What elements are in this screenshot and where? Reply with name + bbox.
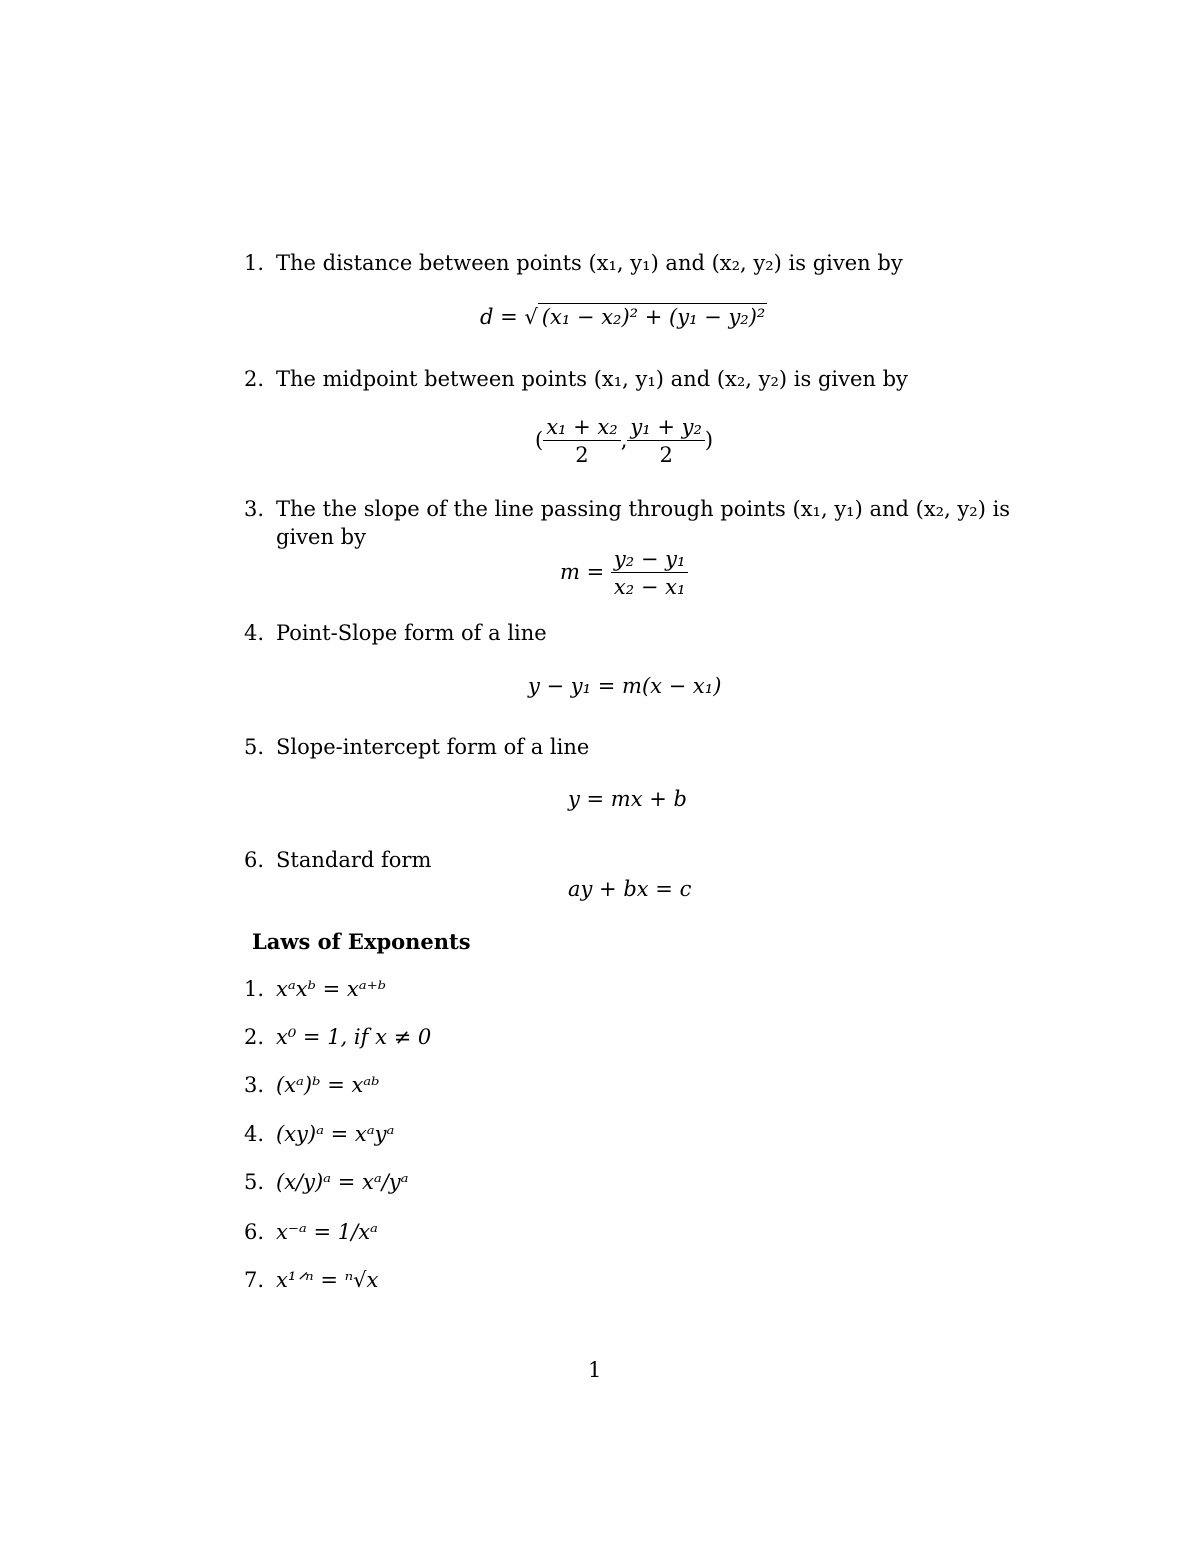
slope-lhs: m = bbox=[560, 560, 605, 584]
formula-item-slope-cont bbox=[276, 523, 366, 551]
exponent-law bbox=[244, 1266, 378, 1294]
item-text: The midpoint between points (x₁, y₁) and (x₂, y₂) is given by bbox=[276, 367, 908, 391]
fraction-denominator: x₂ − x₁ bbox=[613, 575, 686, 599]
distance-lhs: d = bbox=[480, 305, 518, 329]
fraction-denominator: 2 bbox=[575, 443, 589, 467]
formula-item-distance bbox=[244, 249, 903, 277]
fraction-numerator: y₁ + y₂ bbox=[627, 414, 705, 441]
exponent-law bbox=[244, 975, 386, 1003]
item-number: 4. bbox=[244, 621, 265, 645]
fraction-denominator: 2 bbox=[659, 443, 673, 467]
formula-item-slope bbox=[244, 495, 1010, 523]
law-formula: (x/y)ᵃ = xᵃ/yᵃ bbox=[276, 1170, 409, 1194]
item-number: 5. bbox=[244, 735, 265, 759]
open-paren: ( bbox=[535, 428, 544, 452]
exponent-law bbox=[244, 1120, 394, 1148]
point-slope-formula: y − y₁ = m(x − x₁) bbox=[528, 674, 722, 698]
law-number: 5. bbox=[244, 1170, 265, 1194]
item-number: 1. bbox=[244, 251, 265, 275]
close-paren: ) bbox=[704, 428, 714, 452]
law-number: 1. bbox=[244, 977, 265, 1001]
midpoint-x-fraction bbox=[543, 414, 620, 469]
law-formula: (xᵃ)ᵇ = xᵃᵇ bbox=[276, 1073, 380, 1097]
midpoint-y-fraction bbox=[627, 414, 705, 469]
formula-item-midpoint bbox=[244, 365, 908, 393]
midpoint-formula bbox=[535, 414, 713, 469]
law-number: 2. bbox=[244, 1025, 265, 1049]
exponent-law bbox=[244, 1023, 431, 1051]
item-text-continued: given by bbox=[276, 525, 366, 549]
slope-formula bbox=[560, 546, 688, 601]
standard-formula: ay + bx = c bbox=[568, 877, 692, 901]
radical-sign: √ bbox=[524, 305, 538, 329]
formula-item-point-slope bbox=[244, 619, 547, 647]
fraction-numerator: y₂ − y₁ bbox=[611, 546, 689, 573]
law-number: 4. bbox=[244, 1122, 265, 1146]
law-formula: xᵃxᵇ = xᵃ⁺ᵇ bbox=[276, 977, 387, 1001]
law-number: 6. bbox=[244, 1220, 265, 1244]
law-formula: (xy)ᵃ = xᵃyᵃ bbox=[276, 1122, 395, 1146]
item-text: Standard form bbox=[276, 848, 432, 872]
item-text: Point-Slope form of a line bbox=[276, 621, 547, 645]
item-text: The distance between points (x₁, y₁) and (x₂, y₂) is given by bbox=[276, 251, 903, 275]
law-number: 7. bbox=[244, 1268, 265, 1292]
item-text: Slope-intercept form of a line bbox=[276, 735, 590, 759]
exponent-law bbox=[244, 1168, 409, 1196]
distance-radicand: (x₁ − x₂)² + (y₁ − y₂)² bbox=[538, 303, 768, 329]
page-number: 1 bbox=[588, 1358, 602, 1382]
comma: , bbox=[620, 428, 628, 452]
law-formula: x⁻ᵃ = 1/xᵃ bbox=[276, 1220, 378, 1244]
law-formula: x⁰ = 1, if x ≠ 0 bbox=[276, 1025, 432, 1049]
item-number: 3. bbox=[244, 497, 265, 521]
slope-intercept-formula: y = mx + b bbox=[568, 787, 687, 811]
formula-item-slope-intercept bbox=[244, 733, 589, 761]
exponent-law bbox=[244, 1218, 378, 1246]
section-heading: Laws of Exponents bbox=[252, 929, 471, 954]
law-formula: x¹ᐟⁿ = ⁿ√x bbox=[276, 1268, 379, 1292]
exponent-law bbox=[244, 1071, 380, 1099]
item-text: The the slope of the line passing through points (x₁, y₁) and (x₂, y₂) is bbox=[276, 497, 1011, 521]
law-number: 3. bbox=[244, 1073, 265, 1097]
slope-fraction bbox=[611, 546, 689, 601]
formula-item-standard bbox=[244, 846, 431, 874]
fraction-numerator: x₁ + x₂ bbox=[543, 414, 620, 441]
distance-formula bbox=[480, 303, 767, 331]
item-number: 2. bbox=[244, 367, 265, 391]
item-number: 6. bbox=[244, 848, 265, 872]
